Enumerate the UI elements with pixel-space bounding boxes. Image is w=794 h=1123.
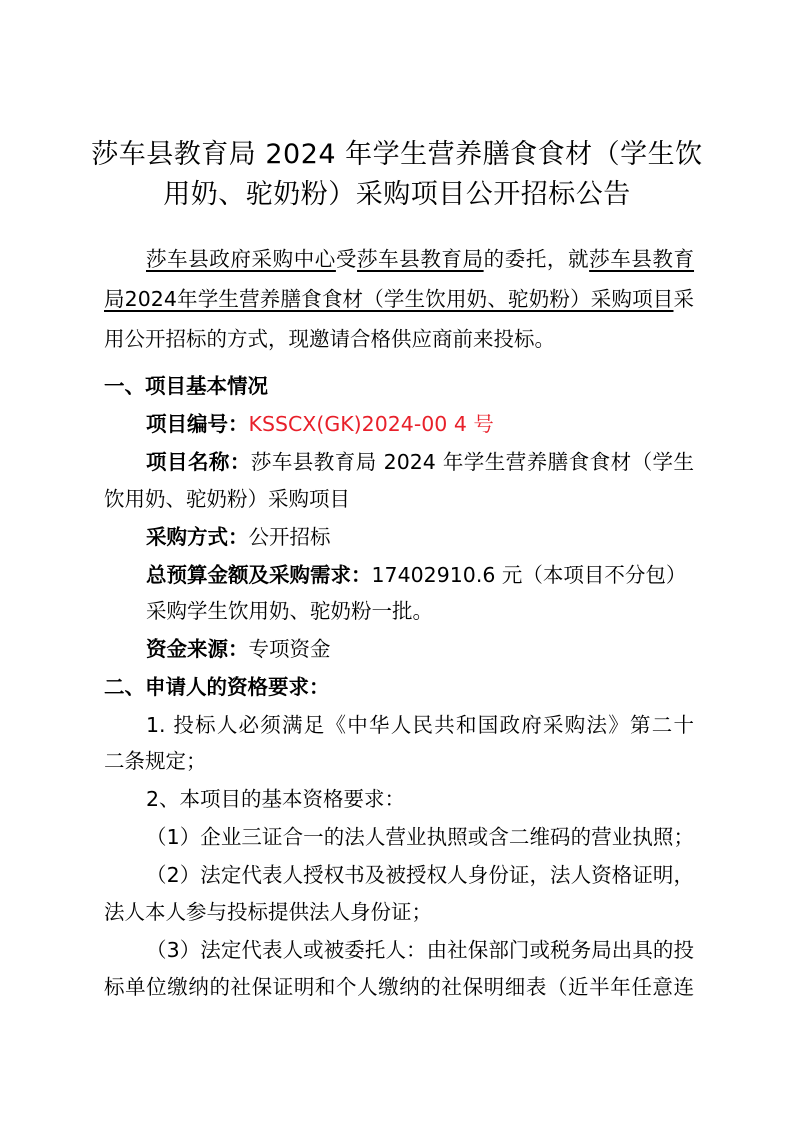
budget-description: 采购学生饮用奶、驼奶粉一批。	[146, 599, 433, 623]
procurement-method-value: 公开招标	[248, 525, 331, 549]
title-line-2: 用奶、驼奶粉）采购项目公开招标公告	[163, 179, 631, 210]
project-number-row	[146, 409, 494, 439]
purchaser: 莎车县教育局	[357, 247, 484, 271]
requirement-2: 2、本项目的基本资格要求：	[146, 787, 406, 811]
fund-source-row	[146, 634, 331, 664]
requirement-2-sub-1: （1）企业三证合一的法人营业执照或含二维码的营业执照；	[146, 825, 694, 849]
requirement-1-cont: 二条规定；	[104, 749, 207, 773]
project-number-value: KSSCX(GK)2024-00 4 号	[248, 412, 494, 436]
section-1-heading: 一、项目基本情况	[104, 374, 268, 398]
intro-line-1: 莎车县政府采购中心受莎车县教育局的委托，就莎车县教育	[146, 247, 695, 271]
requirement-1: 1. 投标人必须满足《中华人民共和国政府采购法》第二十	[146, 713, 694, 737]
project-name-label: 项目名称：	[146, 450, 251, 474]
project-name-value: 莎车县教育局 2024 年学生营养膳食食材（学生	[250, 450, 695, 474]
project-name-row-cont: 饮用奶、驼奶粉）采购项目	[104, 487, 350, 511]
intro-line-3: 用公开招标的方式，现邀请合格供应商前来投标。	[104, 327, 555, 351]
fund-source-value: 专项资金	[248, 637, 331, 661]
requirement-2-sub-2-cont: 法人本人参与投标提供法人身份证；	[104, 900, 432, 924]
requirement-2-sub-2: （2）法定代表人授权书及被授权人身份证，法人资格证明，	[146, 863, 694, 887]
fund-source-label: 资金来源：	[146, 637, 249, 661]
project-title-ref: 局2024年学生营养膳食食材（学生饮用奶、驼奶粉）采购项目	[104, 287, 674, 311]
document-title	[90, 135, 704, 215]
requirement-2-sub-3: （3）法定代表人或被委托人：由社保部门或税务局出具的投	[146, 938, 694, 962]
purchasing-agency: 莎车县政府采购中心	[146, 247, 336, 271]
requirement-2-sub-3-cont: 标单位缴纳的社保证明和个人缴纳的社保明细表（近半年任意连	[104, 975, 694, 999]
procurement-method-label: 采购方式：	[146, 525, 249, 549]
project-name-row	[146, 447, 694, 477]
intro-line-2: 局2024年学生营养膳食食材（学生饮用奶、驼奶粉）采购项目采	[104, 287, 694, 311]
budget-row	[146, 560, 686, 590]
procurement-method-row	[146, 522, 331, 552]
project-number-label: 项目编号：	[146, 412, 249, 436]
budget-value: 17402910.6 元（本项目不分包）	[371, 563, 687, 587]
title-line-1: 莎车县教育局 2024 年学生营养膳食食材（学生饮	[91, 139, 703, 170]
budget-label: 总预算金额及采购需求：	[146, 563, 372, 587]
section-2-heading: 二、申请人的资格要求：	[104, 675, 330, 699]
